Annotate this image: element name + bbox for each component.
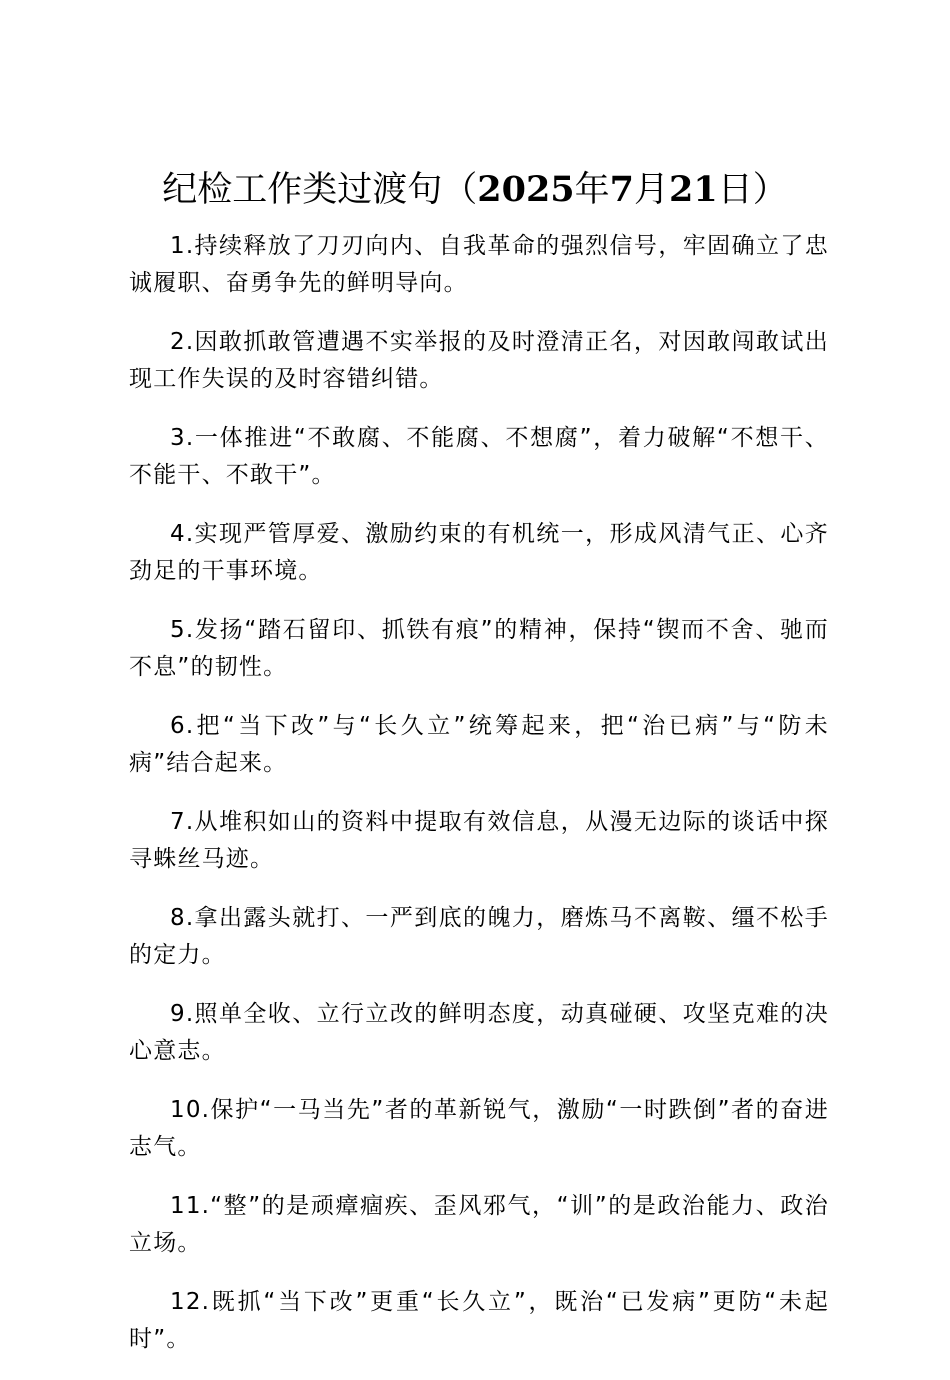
sentence-item: 4.实现严管厚爱、激励约束的有机统一，形成风清气正、心齐劲足的干事环境。: [129, 521, 829, 584]
sentence-item: 10.保护“一马当先”者的革新锐气，激励“一时跌倒”者的奋进志气。: [129, 1097, 829, 1160]
title-text-4: 日）: [717, 170, 788, 210]
title-text-1: 纪检工作类过渡句（: [162, 170, 478, 210]
sentence-item: 2.因敢抓敢管遭遇不实举报的及时澄清正名，对因敢闯敢试出现工作失误的及时容错纠错。: [129, 329, 829, 392]
title-text-2: 年: [574, 170, 610, 210]
sentence-item: 8.拿出露头就打、一严到底的魄力，磨炼马不离鞍、缰不松手的定力。: [129, 905, 829, 968]
sentence-item: 6.把“当下改”与“长久立”统筹起来，把“治已病”与“防未病”结合起来。: [129, 713, 829, 776]
title-year: 2025: [477, 169, 575, 210]
sentence-item: 1.持续释放了刀刃向内、自我革命的强烈信号，牢固确立了忠诚履职、奋勇争先的鲜明导向。: [129, 233, 829, 296]
sentence-item: 5.发扬“踏石留印、抓铁有痕”的精神，保持“锲而不舍、驰而不息”的韧性。: [129, 617, 829, 680]
sentence-item: 12.既抓“当下改”更重“长久立”，既治“已发病”更防“未起时”。: [129, 1289, 829, 1352]
sentence-item: 3.一体推进“不敢腐、不能腐、不想腐”，着力破解“不想干、不能干、不敢干”。: [129, 425, 829, 488]
title-month: 7: [609, 169, 635, 210]
title-text-3: 月: [634, 170, 670, 210]
sentence-item: 11.“整”的是顽瘴痼疾、歪风邪气，“训”的是政治能力、政治立场。: [129, 1193, 829, 1256]
sentence-item: 7.从堆积如山的资料中提取有效信息，从漫无边际的谈话中探寻蛛丝马迹。: [129, 809, 829, 872]
title-day: 21: [669, 169, 718, 210]
sentence-list: [129, 228, 829, 1380]
sentence-item: 9.照单全收、立行立改的鲜明态度，动真碰硬、攻坚克难的决心意志。: [129, 1001, 829, 1064]
document-title: [120, 166, 830, 214]
